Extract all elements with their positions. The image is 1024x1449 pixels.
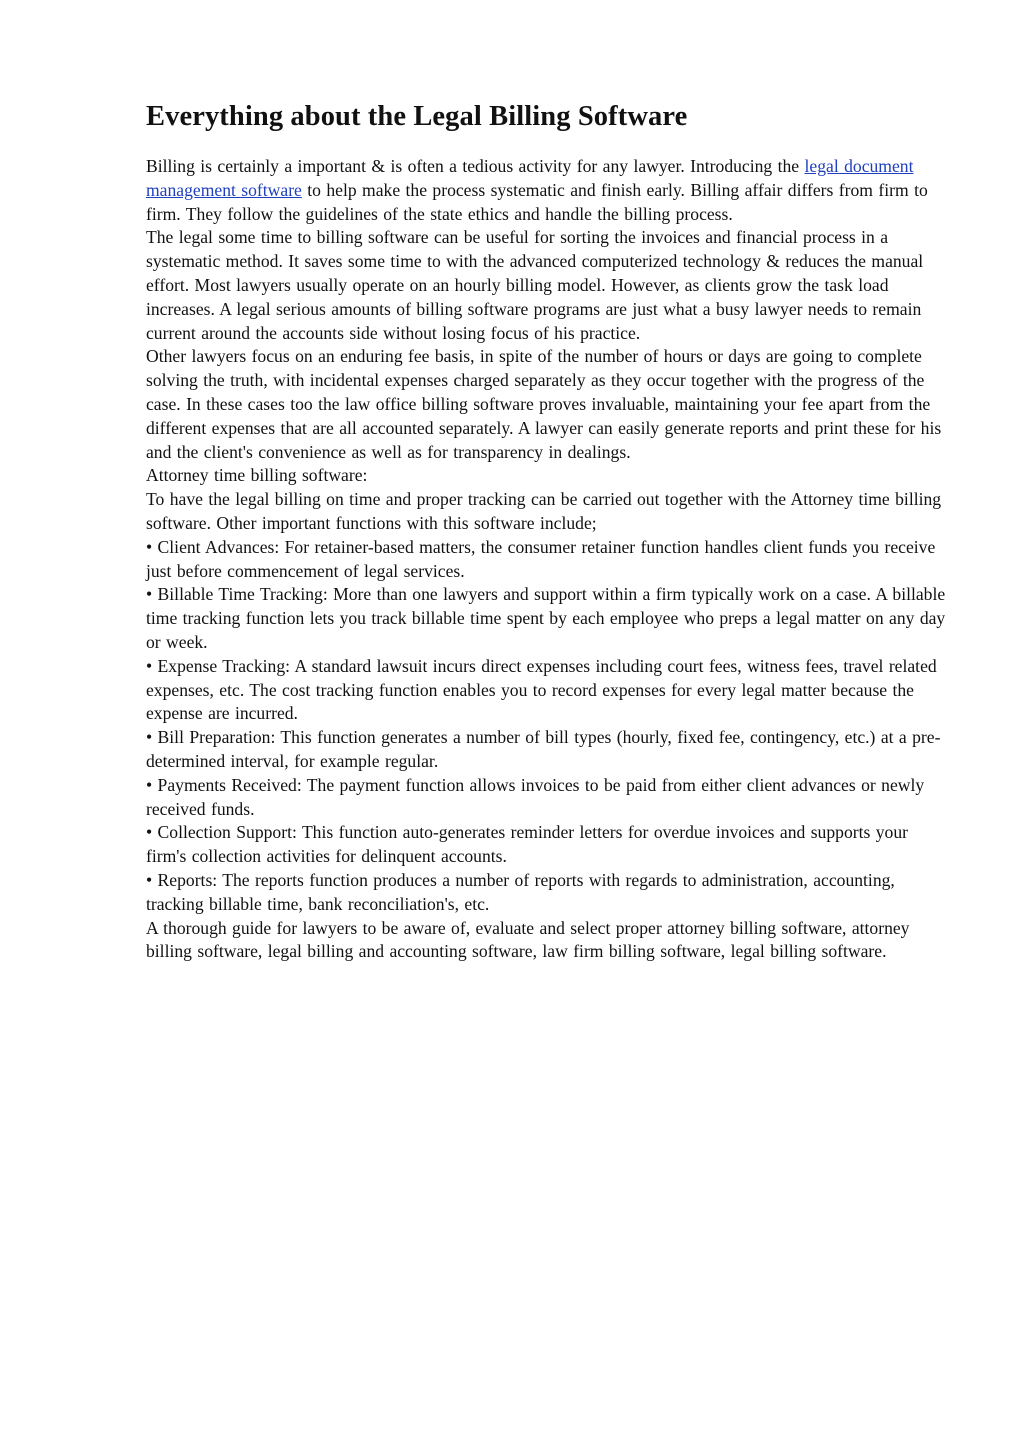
closing-paragraph: A thorough guide for lawyers to be aware of, evaluate and select proper attorney billing software, attorney billing software, legal billing and accounting software, law firm billing software, legal billing software. xyxy=(146,917,910,962)
bullet-collection-support: • Collection Support: This function auto-generates reminder letters for overdue invoices and supports your firm's collection activities for delinquent accounts. xyxy=(146,822,908,867)
document-page xyxy=(146,98,946,964)
intro-text-before-link: Billing is certainly a important & is often a tedious activity for any lawyer. Introducing the xyxy=(146,156,805,176)
body-paragraph: The legal some time to billing software can be useful for sorting the invoices and financial process in a systematic method. It saves some time to with the advanced computerized technology & reduces the manual effort. Most lawyers usually operate on an hourly billing model. However, as clients grow the task load increases. A legal serious amounts of billing software programs are just what a busy lawyer needs to remain current around the accounts side without losing focus of his practice. xyxy=(146,227,924,343)
legal-document-management-software-link[interactable]: legal document management software xyxy=(146,156,914,200)
page-title: Everything about the Legal Billing Software xyxy=(146,101,688,132)
bullet-billable-time-tracking: • Billable Time Tracking: More than one lawyers and support within a firm typically work on a case. A billable time tracking function lets you track billable time spent by each employee who preps a legal matter on any day or week. xyxy=(146,584,946,652)
bullet-client-advances: • Client Advances: For retainer-based matters, the consumer retainer function handles client funds you receive just before commencement of legal services. xyxy=(146,536,936,581)
bullet-bill-preparation: • Bill Preparation: This function generates a number of bill types (hourly, fixed fee, contingency, etc.) at a pre-determined interval, for example regular. xyxy=(146,727,941,771)
bullet-payments-received: • Payments Received: The payment function allows invoices to be paid from either client advances or newly received funds. xyxy=(146,774,925,819)
body-paragraph: To have the legal billing on time and proper tracking can be carried out together with the Attorney time billing software. Other important functions with this software include; xyxy=(146,489,942,533)
section-heading: Attorney time billing software: xyxy=(146,465,368,486)
body-paragraph: Other lawyers focus on an enduring fee basis, in spite of the number of hours or days are going to complete solving the truth, with incidental expenses charged separately as they occur together with the progress of the case. In these cases too the law office billing software proves invaluable, maintaining your fee apart from the different expenses that are all accounted separately. A lawyer can easily generate reports and print these for his and the client's convenience as well as for transparency in dealings. xyxy=(146,346,942,462)
bullet-expense-tracking: • Expense Tracking: A standard lawsuit incurs direct expenses including court fees, witness fees, travel related expenses, etc. The cost tracking function enables you to record expenses for every legal matter because the expense are incurred. xyxy=(146,655,937,724)
bullet-reports: • Reports: The reports function produces a number of reports with regards to administration, accounting, tracking billable time, bank reconciliation's, etc. xyxy=(146,869,895,914)
intro-text-after-link: to help make the process systematic and finish early. Billing affair differs from firm to firm. They follow the guidelines of the state ethics and handle the billing process. xyxy=(146,179,928,224)
intro-paragraph xyxy=(146,155,946,226)
